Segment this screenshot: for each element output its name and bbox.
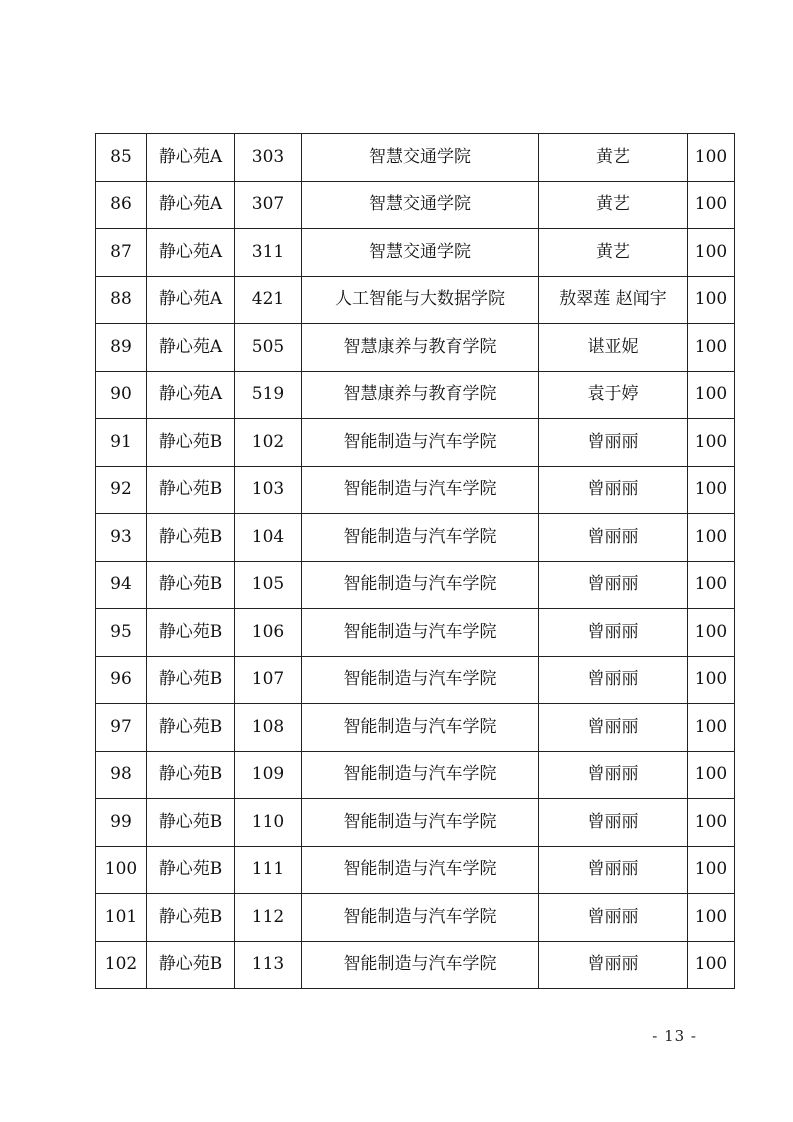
table-row <box>96 371 735 419</box>
row-number-cell: 88 <box>96 276 147 324</box>
college-cell: 智慧康养与教育学院 <box>302 324 539 372</box>
score-cell: 100 <box>688 514 735 562</box>
row-number-cell: 100 <box>96 846 147 894</box>
college-cell: 智慧交通学院 <box>302 134 539 182</box>
row-number-cell: 90 <box>96 371 147 419</box>
room-number-cell: 111 <box>235 846 302 894</box>
college-cell: 智能制造与汽车学院 <box>302 799 539 847</box>
room-number-cell: 102 <box>235 419 302 467</box>
room-number-cell: 104 <box>235 514 302 562</box>
page-footer <box>0 1027 793 1045</box>
college-cell: 智能制造与汽车学院 <box>302 514 539 562</box>
score-cell: 100 <box>688 371 735 419</box>
building-cell: 静心苑B <box>147 466 235 514</box>
table-body <box>96 134 735 989</box>
building-cell: 静心苑A <box>147 181 235 229</box>
college-cell: 智慧交通学院 <box>302 181 539 229</box>
building-cell: 静心苑A <box>147 276 235 324</box>
page-number: - 13 - <box>652 1027 697 1045</box>
building-cell: 静心苑B <box>147 656 235 704</box>
row-number-cell: 93 <box>96 514 147 562</box>
table-row <box>96 324 735 372</box>
inspector-name-cell: 曾丽丽 <box>539 514 688 562</box>
inspector-name-cell: 曾丽丽 <box>539 419 688 467</box>
score-cell: 100 <box>688 276 735 324</box>
score-cell: 100 <box>688 894 735 942</box>
row-number-cell: 85 <box>96 134 147 182</box>
table-row <box>96 419 735 467</box>
room-number-cell: 105 <box>235 561 302 609</box>
room-number-cell: 307 <box>235 181 302 229</box>
college-cell: 智能制造与汽车学院 <box>302 609 539 657</box>
building-cell: 静心苑B <box>147 419 235 467</box>
inspector-name-cell: 曾丽丽 <box>539 609 688 657</box>
college-cell: 智能制造与汽车学院 <box>302 894 539 942</box>
row-number-cell: 101 <box>96 894 147 942</box>
score-cell: 100 <box>688 704 735 752</box>
score-cell: 100 <box>688 846 735 894</box>
college-cell: 智慧交通学院 <box>302 229 539 277</box>
inspector-name-cell: 曾丽丽 <box>539 846 688 894</box>
score-cell: 100 <box>688 466 735 514</box>
row-number-cell: 94 <box>96 561 147 609</box>
college-cell: 智慧康养与教育学院 <box>302 371 539 419</box>
table-row <box>96 704 735 752</box>
score-cell: 100 <box>688 609 735 657</box>
room-number-cell: 505 <box>235 324 302 372</box>
table-row <box>96 134 735 182</box>
room-number-cell: 421 <box>235 276 302 324</box>
table-row <box>96 751 735 799</box>
score-cell: 100 <box>688 181 735 229</box>
room-number-cell: 108 <box>235 704 302 752</box>
inspector-name-cell: 曾丽丽 <box>539 894 688 942</box>
row-number-cell: 91 <box>96 419 147 467</box>
score-cell: 100 <box>688 941 735 989</box>
table-row <box>96 466 735 514</box>
room-number-cell: 113 <box>235 941 302 989</box>
table-row <box>96 514 735 562</box>
college-cell: 智能制造与汽车学院 <box>302 656 539 704</box>
score-cell: 100 <box>688 799 735 847</box>
inspector-name-cell: 曾丽丽 <box>539 466 688 514</box>
table-row <box>96 561 735 609</box>
room-number-cell: 519 <box>235 371 302 419</box>
inspector-name-cell: 曾丽丽 <box>539 799 688 847</box>
college-cell: 智能制造与汽车学院 <box>302 704 539 752</box>
room-number-cell: 103 <box>235 466 302 514</box>
college-cell: 智能制造与汽车学院 <box>302 466 539 514</box>
building-cell: 静心苑B <box>147 514 235 562</box>
row-number-cell: 98 <box>96 751 147 799</box>
table-row <box>96 181 735 229</box>
room-number-cell: 110 <box>235 799 302 847</box>
row-number-cell: 99 <box>96 799 147 847</box>
row-number-cell: 86 <box>96 181 147 229</box>
table-row <box>96 799 735 847</box>
building-cell: 静心苑B <box>147 704 235 752</box>
row-number-cell: 95 <box>96 609 147 657</box>
score-cell: 100 <box>688 229 735 277</box>
score-cell: 100 <box>688 656 735 704</box>
college-cell: 智能制造与汽车学院 <box>302 846 539 894</box>
inspector-name-cell: 黄艺 <box>539 229 688 277</box>
inspector-name-cell: 袁于婷 <box>539 371 688 419</box>
building-cell: 静心苑A <box>147 371 235 419</box>
dormitory-score-table-container <box>95 133 734 989</box>
inspector-name-cell: 曾丽丽 <box>539 561 688 609</box>
building-cell: 静心苑A <box>147 324 235 372</box>
inspector-name-cell: 敖翠莲 赵闻宇 <box>539 276 688 324</box>
building-cell: 静心苑B <box>147 561 235 609</box>
inspector-name-cell: 谌亚妮 <box>539 324 688 372</box>
score-cell: 100 <box>688 134 735 182</box>
college-cell: 人工智能与大数据学院 <box>302 276 539 324</box>
row-number-cell: 92 <box>96 466 147 514</box>
building-cell: 静心苑B <box>147 799 235 847</box>
college-cell: 智能制造与汽车学院 <box>302 751 539 799</box>
room-number-cell: 311 <box>235 229 302 277</box>
room-number-cell: 106 <box>235 609 302 657</box>
college-cell: 智能制造与汽车学院 <box>302 561 539 609</box>
inspector-name-cell: 曾丽丽 <box>539 941 688 989</box>
building-cell: 静心苑A <box>147 134 235 182</box>
room-number-cell: 107 <box>235 656 302 704</box>
table-row <box>96 276 735 324</box>
table-row <box>96 941 735 989</box>
room-number-cell: 109 <box>235 751 302 799</box>
table-row <box>96 609 735 657</box>
building-cell: 静心苑B <box>147 941 235 989</box>
row-number-cell: 87 <box>96 229 147 277</box>
college-cell: 智能制造与汽车学院 <box>302 941 539 989</box>
building-cell: 静心苑B <box>147 751 235 799</box>
row-number-cell: 89 <box>96 324 147 372</box>
inspector-name-cell: 曾丽丽 <box>539 656 688 704</box>
dormitory-score-table <box>95 133 735 989</box>
inspector-name-cell: 曾丽丽 <box>539 751 688 799</box>
score-cell: 100 <box>688 561 735 609</box>
room-number-cell: 303 <box>235 134 302 182</box>
building-cell: 静心苑A <box>147 229 235 277</box>
row-number-cell: 102 <box>96 941 147 989</box>
score-cell: 100 <box>688 419 735 467</box>
building-cell: 静心苑B <box>147 609 235 657</box>
building-cell: 静心苑B <box>147 846 235 894</box>
room-number-cell: 112 <box>235 894 302 942</box>
table-row <box>96 846 735 894</box>
row-number-cell: 96 <box>96 656 147 704</box>
college-cell: 智能制造与汽车学院 <box>302 419 539 467</box>
table-row <box>96 229 735 277</box>
score-cell: 100 <box>688 324 735 372</box>
inspector-name-cell: 黄艺 <box>539 134 688 182</box>
building-cell: 静心苑B <box>147 894 235 942</box>
table-row <box>96 894 735 942</box>
row-number-cell: 97 <box>96 704 147 752</box>
table-row <box>96 656 735 704</box>
inspector-name-cell: 曾丽丽 <box>539 704 688 752</box>
score-cell: 100 <box>688 751 735 799</box>
inspector-name-cell: 黄艺 <box>539 181 688 229</box>
